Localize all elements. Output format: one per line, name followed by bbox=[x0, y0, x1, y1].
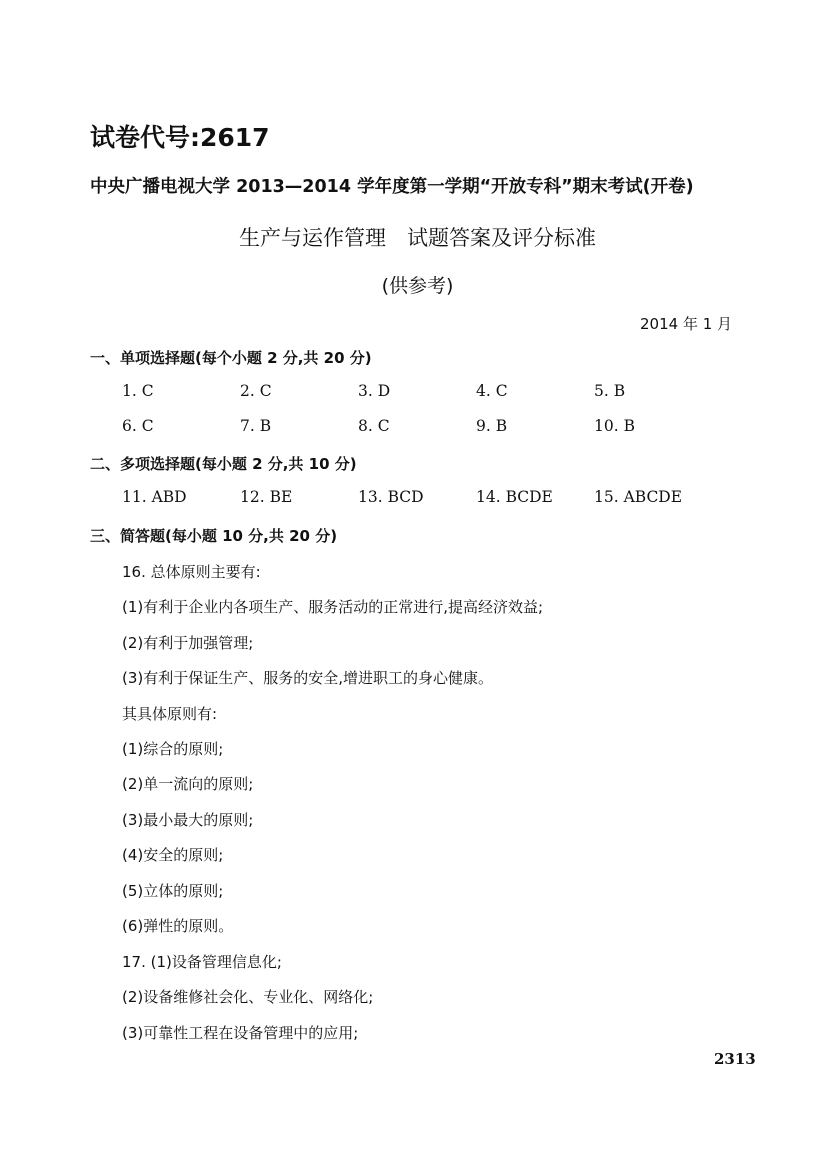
answer-line: (2)单一流向的原则; bbox=[122, 775, 254, 793]
answer-line: 16. 总体原则主要有: bbox=[122, 563, 261, 581]
answer-line: (4)安全的原则; bbox=[122, 846, 224, 864]
answer-line: 其具体原则有: bbox=[122, 705, 218, 723]
exam-title: 中央广播电视大学 2013—2014 学年度第一学期“开放专科”期末考试(开卷) bbox=[90, 177, 694, 197]
paper-code: 试卷代号:2617 bbox=[90, 123, 270, 152]
answer-item: 8. C bbox=[358, 417, 390, 435]
answer-line: (1)有利于企业内各项生产、服务活动的正常进行,提高经济效益; bbox=[122, 598, 544, 616]
answer-item: 12. BE bbox=[240, 488, 293, 506]
exam-date: 2014 年 1 月 bbox=[640, 315, 733, 333]
section3-heading: 三、简答题(每小题 10 分,共 20 分) bbox=[90, 527, 338, 545]
answer-line: (2)设备维修社会化、专业化、网络化; bbox=[122, 988, 374, 1006]
answer-line: (3)可靠性工程在设备管理中的应用; bbox=[122, 1024, 359, 1042]
answer-line: 17. (1)设备管理信息化; bbox=[122, 953, 282, 971]
answer-item: 2. C bbox=[240, 382, 272, 400]
answer-item: 13. BCD bbox=[358, 488, 424, 506]
answer-item: 15. ABCDE bbox=[594, 488, 683, 506]
answer-line: (3)最小最大的原则; bbox=[122, 811, 254, 829]
answer-line: (1)综合的原则; bbox=[122, 740, 224, 758]
answer-line: (6)弹性的原则。 bbox=[122, 917, 234, 935]
answer-item: 9. B bbox=[476, 417, 508, 435]
answer-line: (3)有利于保证生产、服务的安全,增进职工的身心健康。 bbox=[122, 669, 494, 687]
answer-item: 5. B bbox=[594, 382, 626, 400]
page-number: 2313 bbox=[714, 1050, 756, 1068]
answer-line: (2)有利于加强管理; bbox=[122, 634, 254, 652]
answer-item: 7. B bbox=[240, 417, 272, 435]
answer-line: (5)立体的原则; bbox=[122, 882, 224, 900]
answer-item: 14. BCDE bbox=[476, 488, 553, 506]
section1-heading: 一、单项选择题(每个小题 2 分,共 20 分) bbox=[90, 349, 372, 367]
answer-item: 6. C bbox=[122, 417, 154, 435]
subtitle: (供参考) bbox=[381, 275, 454, 297]
section2-heading: 二、多项选择题(每小题 2 分,共 10 分) bbox=[90, 455, 357, 473]
answer-item: 1. C bbox=[122, 382, 154, 400]
answer-item: 3. D bbox=[358, 382, 391, 400]
answer-item: 4. C bbox=[476, 382, 508, 400]
answer-item: 11. ABD bbox=[122, 488, 187, 506]
answer-item: 10. B bbox=[594, 417, 635, 435]
subject-title: 生产与运作管理 试题答案及评分标准 bbox=[239, 226, 596, 250]
